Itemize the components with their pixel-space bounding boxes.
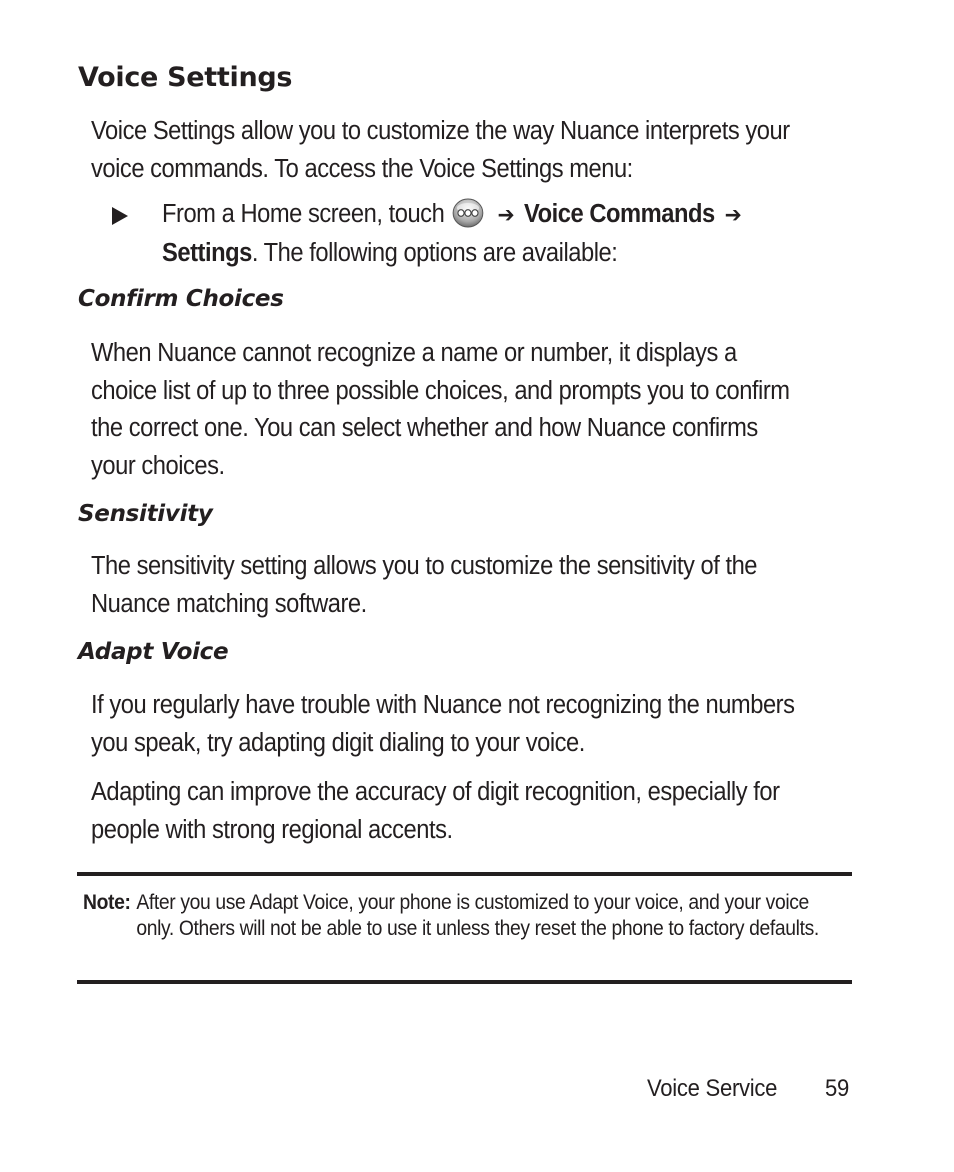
bullet-suffix: . The following options are available: xyxy=(251,238,618,267)
bullet-arrow-icon xyxy=(112,207,128,225)
menu-path-voice-commands: Voice Commands xyxy=(524,200,715,228)
footer-section-name: Voice Service xyxy=(647,1075,778,1102)
bullet-prefix: From a Home screen, touch xyxy=(162,200,445,228)
section-title-sensitivity: Sensitivity xyxy=(78,501,213,527)
arrow-separator-1: ➔ xyxy=(497,203,515,228)
note-text: After you use Adapt Voice, your phone is customized to your voice, and your voice only. Others will not be able to use it unless they reset the phone to factory defaults. xyxy=(136,891,819,940)
adapt-voice-paragraph-1: If you regularly have trouble with Nuance not recognizing the numbers you speak, try adapting digit dialing to your voice. xyxy=(91,691,795,757)
bullet-text xyxy=(162,196,850,272)
page-title: Voice Settings xyxy=(78,62,293,93)
sensitivity-paragraph: The sensitivity setting allows you to customize the sensitivity of the Nuance matching software. xyxy=(91,552,758,618)
footer-page-number: 59 xyxy=(825,1075,850,1102)
section-title-confirm-choices: Confirm Choices xyxy=(78,286,284,312)
menu-dots-icon xyxy=(452,198,484,228)
note-label: Note: xyxy=(83,891,131,914)
adapt-voice-paragraph-2: Adapting can improve the accuracy of digit recognition, especially for people with strong regional accents. xyxy=(91,778,780,844)
intro-paragraph: Voice Settings allow you to customize the way Nuance interprets your voice commands. To access the Voice Settings menu: xyxy=(91,117,790,183)
note-bottom-rule xyxy=(77,980,852,984)
note-top-rule xyxy=(77,872,852,876)
confirm-choices-paragraph: When Nuance cannot recognize a name or number, it displays a choice list of up to three possible choices, and prompts you to confirm the correct one. You can select whether and how Nuance confirms your choices. xyxy=(91,339,790,480)
menu-path-settings: Settings xyxy=(162,238,252,267)
section-title-adapt-voice: Adapt Voice xyxy=(78,639,229,665)
arrow-separator-2: ➔ xyxy=(724,203,742,228)
